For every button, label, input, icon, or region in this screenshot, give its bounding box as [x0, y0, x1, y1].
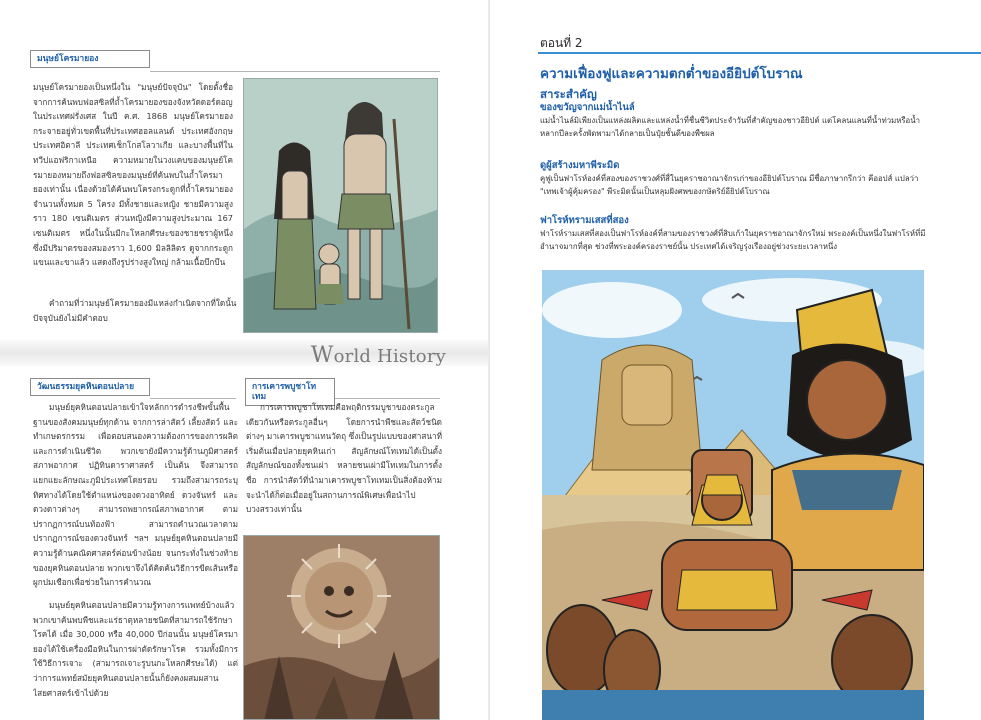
- heading-rule: [150, 71, 440, 72]
- pharaoh-comic-illustration: [542, 270, 924, 720]
- totemism-paragraph: การเคารพบูชาโทเทมคือพฤติกรรมบูชาของตระกูลเดียวกันหรือตระกูลอื่นๆ โดยการนำพืชและสัตว์ชนิดต่างๆ มาเคารพบูชาแทนวัตถุ ซึ่งเป็นรูปแบบของศาสนาที่เริ่มต้นเมื่อปลายยุคหินเก่า สัญลักษณ์โทเทมได้เป็นตั้งสัญลักษณ์ของทั้งชนเผ่า หลายชนเผ่ามีโทเทมในการตั้งชื่อ การนำสัตว์ที่นำมาเคารพบูชาโทเทมเป็นสิ่งต้องห้ามจะนำได้ก็ต่อเมื่ออยู่ในสถานการณ์พิเศษเพื่อนำไปบวงสรวงเท่านั้น: [246, 402, 442, 515]
- world-history-initial: W: [310, 343, 334, 368]
- upper-paleolithic-paragraph-2: มนุษย์ยุคหินตอนปลายมีความรู้ทางการแพทย์บ้างแล้ว พวกเขาค้นพบพืชและแร่ธาตุหลายชนิดที่สามารถใช้รักษาโรคได้ เมื่อ 30,000 หรือ 40,000 ปีก่อนนั้น มนุษย์โครมายองได้ใช้เครื่องมือหินในการผ่าตัดรักษาโรค รวมทั้งมีการใช้วิธีการเจาะ (สามารถเจาะรูบนกะโหลกศีรษะได้) แต่ว่าการแพทย์สมัยยุคหินตอนปลายนั้นก็ยังคงผสมผสานไสยศาสตร์เข้าไปด้วย: [33, 600, 238, 698]
- totem-ritual-illustration: [243, 535, 440, 720]
- upper-paleolithic-paragraph-1: มนุษย์ยุคหินตอนปลายเข้าใจหลักการดำรงชีพขั้นพื้นฐานของสังคมมนุษย์ทุกด้าน จากการล่าสัตว์ เลี้ยงสัตว์ และทำเกษตรกรรม เพื่อตอบสนองความต้องการของการผลิต และการดำเนินชีวิต พวกเขายังมีความรู้ด้านภูมิศาสตร์ สภาพอากาศ ปฏิทินดาราศาสตร์ เป็นต้น จึงสามารถแยกแยะลักษณะภูมิประเทศโดยรอบ รวมถึงสามารถระบุทิศทางได้โดยใช้ตำแหน่งของดวงอาทิตย์ ดวงจันทร์ และดวงดาวต่างๆ สามารถพยากรณ์สภาพอากาศ ตามปรากฏการณ์บนท้องฟ้า สามารถคำนวณเวลาตามปรากฏการณ์ของดวงจันทร์ ฯลฯ มนุษย์ยุคหินตอนปลายมีความรู้ด้านคณิตศาสตร์ค่อนข้างน้อย จนกระทั่งในช่วงท้ายของยุคหินตอนปลาย พวกเขาจึงได้คิดค้นวิธีการขีดเส้นหรือผูกปมเชือกเพื่อช่วยในการคำนวณ: [33, 402, 238, 588]
- heading-rule: [150, 398, 236, 399]
- section-heading-upper-paleolithic: วัฒนธรรมยุคหินตอนปลาย: [30, 378, 150, 396]
- essence-heading: สาระสำคัญ: [540, 87, 597, 101]
- world-history-rest: orld History: [333, 346, 446, 367]
- section-heading-totemism: การเคารพบูชาโทเทม: [245, 378, 335, 406]
- totem-ritual-drawing: [244, 536, 440, 720]
- item-title-nile: ของขวัญจากแม่น้ำไนล์: [540, 102, 635, 113]
- cro-magnon-paragraph-1: มนุษย์โครมายองเป็นหนึ่งใน "มนุษย์ปัจจุบัน" โดยตั้งชื่อจากการค้นพบฟอสซิลที่ถ้ำโครมายองของจังหวัดดอร์ดอญในประเทศฝรั่งเศส ในปี ค.ศ. 1868 มนุษย์โครมายองกระจายอยู่ทั่วเขตพื้นที่ประเทศฮอลแลนด์ ประเทศอังกฤษ ประเทศอิตาลี ประเทศเช็กโกสโลวาเกีย และบางพื้นที่ในทวีปแอฟริกาเหนือ ความหมายในวงแคบของมนุษย์โครมายองหมายถึงฟอสซิลของมนุษย์ที่ค้นพบในถ้ำโครมายองเท่านั้น เนื่องด้วยได้ค้นพบโครงกระดูกที่ถ้ำโครมายองจำนวนทั้งหมด 5 โครง มีทั้งชายและหญิง ชายมีความสูงราว 180 เซนติเมตร ส่วนหญิงมีความสูงประมาณ 167 เซนติเมตร หนึ่งในนั้นมีกะโหลกศีรษะของชายชราผู้หนึ่งซึ่งมีปริมาตรของสมองราว 1,600 มิลลิลิตร ดูจากกระดูกแขนและขาแล้ว แสดงถึงรูปร่างสูงใหญ่ กล้ามเนื้อบึกบึน: [33, 82, 233, 268]
- chapter-title: ความเฟื่องฟูและความตกต่ำของอียิปต์โบราณ: [540, 66, 803, 82]
- item-text-ramesses: ฟาโรห์รามเสสที่สองเป็นฟาโรห์องค์ที่สามของราชวงศ์ที่สิบเก้าในยุคราชอาณาจักรใหม่ พระองค์เป็นหนึ่งในฟาโรห์ที่มีอำนาจมากที่สุด ช่วงที่พระองค์ครองราชย์นั้น ประเทศได้เจริญรุ่งเรืองอยู่ช่วงระยะเวลาหนึ่ง: [540, 229, 926, 251]
- heading-rule: [335, 398, 440, 399]
- cro-magnon-family-illustration: [243, 78, 438, 333]
- left-page: [0, 0, 490, 720]
- cro-magnon-family-drawing: [244, 79, 438, 333]
- pharaoh-comic-drawing: [542, 270, 924, 720]
- right-page: [490, 0, 981, 720]
- cro-magnon-paragraph-2: คำถามที่ว่ามนุษย์โครมายองมีแหล่งกำเนิดจากที่ใดนั้น ปัจจุบันยังไม่มีคำตอบ: [33, 298, 237, 323]
- part-rule: [538, 52, 981, 54]
- world-history-label: [311, 343, 446, 368]
- item-title-ramesses: ฟาโรห์ทรามเสสที่สอง: [540, 215, 629, 226]
- item-text-khufu: คูฟูเป็นฟาโรห์องค์ที่สองของราชวงศ์ที่สี่ในยุคราชอาณาจักรเก่าของอียิปต์โบราณ มีชื่อภาษากรีกว่า คีออปส์ แปลว่า "เทพเจ้าผู้คุ้มครอง" พีระมิดนั้นเป็นหลุมฝังศพของกษัตริย์อียิปต์โบราณ: [540, 174, 919, 196]
- item-title-khufu: ดูผู้สร้างมหาพีระมิด: [540, 160, 620, 171]
- part-label: ตอนที่ 2: [540, 36, 583, 50]
- section-heading-cro-magnon: มนุษย์โครมายอง: [30, 50, 150, 68]
- item-text-nile: แม่น้ำไนล์มิเพียงเป็นแหล่งผลิตและแหล่งน้ำที่ชื่นชีวิตประจำวันที่สำคัญของชาวอียิปต์ แต่โคลนแลนที่น้ำท่วมหรือน้ำหลากปีละครั้งพัดพามาได้กลายเป็นปุ๋ยชั้นดีของพืชผล: [540, 116, 920, 138]
